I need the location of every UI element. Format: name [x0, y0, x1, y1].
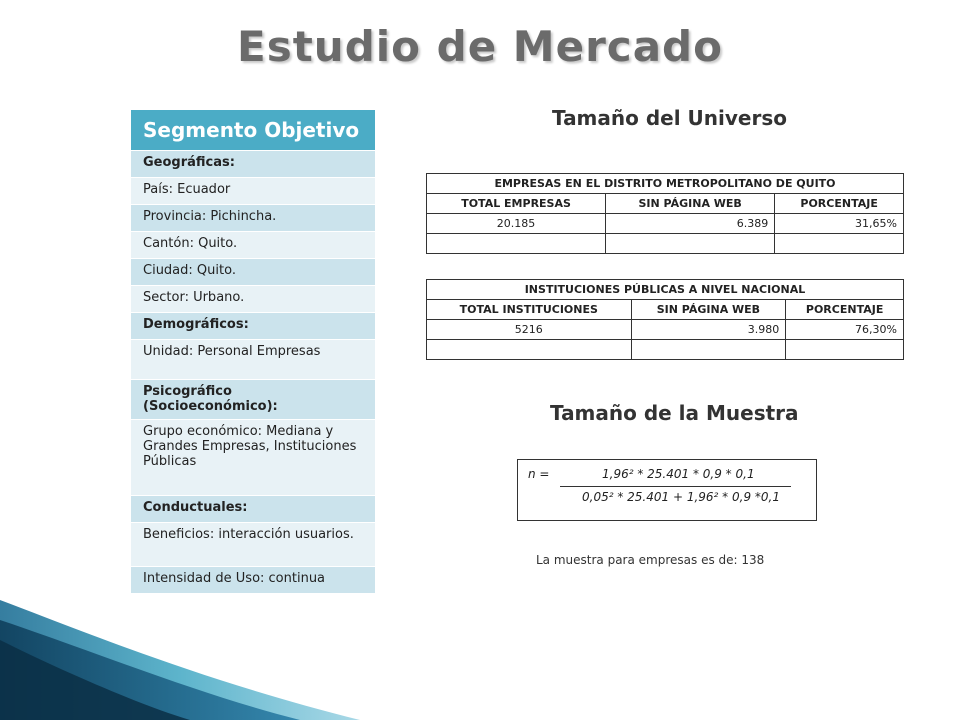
empty-cell: [427, 340, 632, 360]
empty-cell: [631, 340, 786, 360]
column-header: TOTAL INSTITUCIONES: [427, 300, 632, 320]
segment-item: Unidad: Personal Empresas: [131, 339, 375, 379]
table-cell: 6.389: [606, 214, 775, 234]
segment-item: Demográficos:: [131, 312, 375, 339]
universe-heading: Tamaño del Universo: [552, 106, 787, 130]
segment-panel: [131, 110, 375, 593]
empty-cell: [775, 234, 904, 254]
column-header: TOTAL EMPRESAS: [427, 194, 606, 214]
companies-table: [426, 173, 904, 254]
table-cell: 31,65%: [775, 214, 904, 234]
page-title: Estudio de Mercado: [237, 22, 723, 71]
segment-item: Cantón: Quito.: [131, 231, 375, 258]
segment-item: Grupo económico: Mediana y Grandes Empresas, Instituciones Públicas: [131, 419, 375, 495]
empty-cell: [786, 340, 904, 360]
segment-item: Geográficas:: [131, 150, 375, 177]
institutions-table: [426, 279, 904, 360]
segment-item: Provincia: Pichincha.: [131, 204, 375, 231]
segment-item: Sector: Urbano.: [131, 285, 375, 312]
formula-denominator: 0,05² * 25.401 + 1,96² * 0,9 *0,1: [582, 490, 780, 504]
table-cell: 3.980: [631, 320, 786, 340]
segment-item: Beneficios: interacción usuarios.: [131, 522, 375, 566]
decorative-swoosh: [0, 600, 360, 720]
segment-item: Ciudad: Quito.: [131, 258, 375, 285]
segment-item: Intensidad de Uso: continua: [131, 566, 375, 593]
segment-item: País: Ecuador: [131, 177, 375, 204]
institutions-table-caption: INSTITUCIONES PÚBLICAS A NIVEL NACIONAL: [427, 280, 904, 300]
companies-table-caption: EMPRESAS EN EL DISTRITO METROPOLITANO DE QUITO: [427, 174, 904, 194]
segment-item: Conductuales:: [131, 495, 375, 522]
sample-formula: [517, 459, 817, 521]
empty-cell: [606, 234, 775, 254]
fraction-line: [560, 486, 791, 487]
column-header: PORCENTAJE: [775, 194, 904, 214]
table-cell: 76,30%: [786, 320, 904, 340]
segment-item: Psicográfico (Socioeconómico):: [131, 379, 375, 419]
column-header: PORCENTAJE: [786, 300, 904, 320]
sample-result: La muestra para empresas es de: 138: [536, 553, 765, 567]
sample-heading: Tamaño de la Muestra: [550, 401, 799, 425]
column-header: SIN PÁGINA WEB: [631, 300, 786, 320]
table-cell: 20.185: [427, 214, 606, 234]
formula-numerator: 1,96² * 25.401 * 0,9 * 0,1: [602, 467, 755, 481]
segment-heading: [131, 110, 375, 150]
column-header: SIN PÁGINA WEB: [606, 194, 775, 214]
formula-n-label: n =: [528, 467, 550, 481]
segment-heading-text: Segmento Objetivo: [143, 118, 360, 142]
empty-cell: [427, 234, 606, 254]
table-cell: 5216: [427, 320, 632, 340]
